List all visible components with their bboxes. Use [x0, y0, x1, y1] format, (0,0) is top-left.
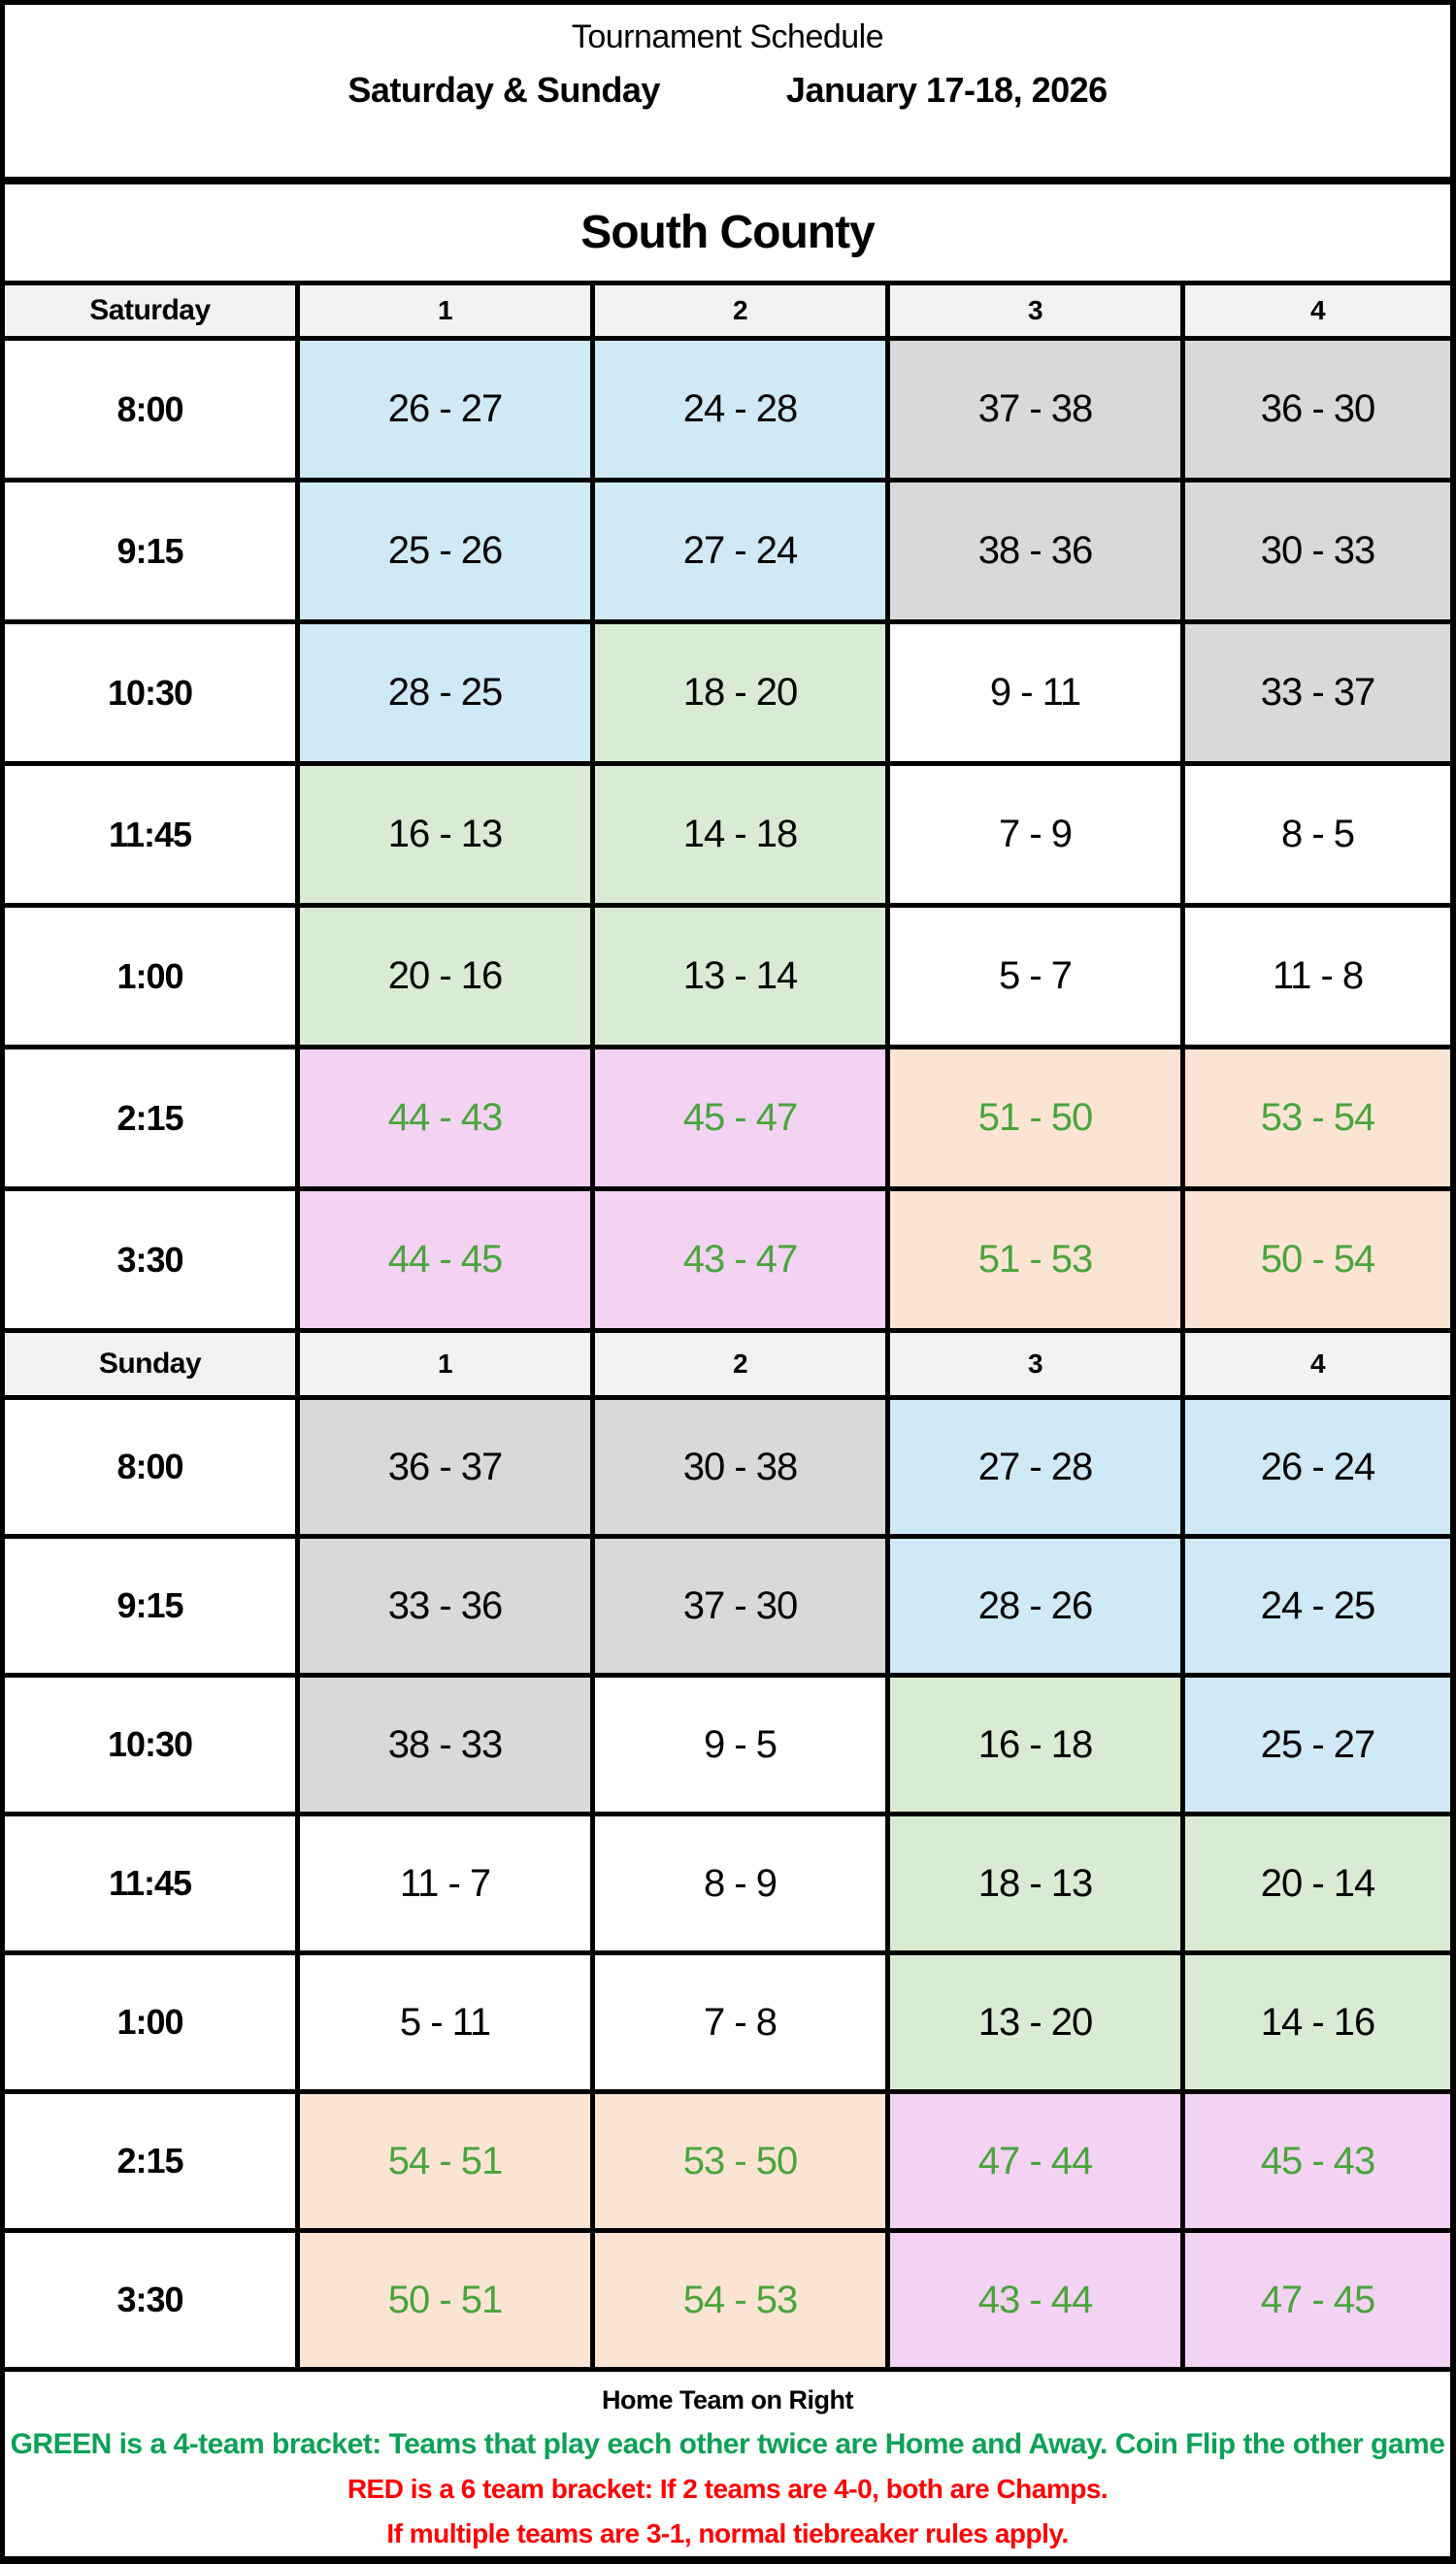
- schedule-row: [5, 483, 1450, 624]
- time-label: 8:00: [5, 1400, 300, 1534]
- time-label: 9:15: [5, 483, 300, 619]
- time-label: 10:30: [5, 624, 300, 761]
- matchup-cell: 13 - 20: [890, 1955, 1185, 2089]
- matchup-cell: 53 - 50: [595, 2094, 890, 2228]
- matchup-cell: 27 - 24: [595, 483, 890, 619]
- court-column-header: 2: [595, 1333, 890, 1395]
- schedule-row: [5, 1816, 1450, 1955]
- time-label: 8:00: [5, 341, 300, 478]
- matchup-cell: 37 - 38: [890, 341, 1185, 478]
- matchup-cell: 18 - 13: [890, 1816, 1185, 1950]
- matchup-cell: 45 - 47: [595, 1049, 890, 1186]
- schedule-table: [5, 285, 1450, 2372]
- matchup-cell: 13 - 14: [595, 908, 890, 1045]
- time-label: 3:30: [5, 1191, 300, 1328]
- matchup-cell: 20 - 16: [300, 908, 595, 1045]
- matchup-cell: 11 - 8: [1185, 908, 1450, 1045]
- matchup-cell: 51 - 53: [890, 1191, 1185, 1328]
- matchup-cell: 47 - 44: [890, 2094, 1185, 2228]
- matchup-cell: 38 - 33: [300, 1678, 595, 1812]
- schedule-row: [5, 1400, 1450, 1539]
- time-label: 3:30: [5, 2233, 300, 2367]
- day-label-sunday: Sunday: [5, 1333, 300, 1395]
- footer-home-team-note: Home Team on Right: [601, 2384, 853, 2414]
- matchup-cell: 28 - 25: [300, 624, 595, 761]
- schedule-row: [5, 2094, 1450, 2233]
- matchup-cell: 27 - 28: [890, 1400, 1185, 1534]
- court-column-header: 4: [1185, 285, 1450, 336]
- matchup-cell: 33 - 36: [300, 1539, 595, 1673]
- matchup-cell: 8 - 9: [595, 1816, 890, 1950]
- matchup-cell: 14 - 18: [595, 766, 890, 903]
- matchup-cell: 26 - 27: [300, 341, 595, 478]
- matchup-cell: 33 - 37: [1185, 624, 1450, 761]
- matchup-cell: 50 - 51: [300, 2233, 595, 2367]
- court-column-header: 2: [595, 285, 890, 336]
- matchup-cell: 9 - 11: [890, 624, 1185, 761]
- matchup-cell: 44 - 43: [300, 1049, 595, 1186]
- time-label: 11:45: [5, 1816, 300, 1950]
- matchup-cell: 30 - 38: [595, 1400, 890, 1534]
- matchup-cell: 5 - 7: [890, 908, 1185, 1045]
- time-label: 1:00: [5, 1955, 300, 2089]
- matchup-cell: 14 - 16: [1185, 1955, 1450, 2089]
- court-column-header: 3: [890, 285, 1185, 336]
- matchup-cell: 11 - 7: [300, 1816, 595, 1950]
- matchup-cell: 24 - 25: [1185, 1539, 1450, 1673]
- footer: [5, 2372, 1450, 2556]
- footer-tiebreaker-rule: If multiple teams are 3-1, normal tiebreaker rules apply.: [386, 2518, 1069, 2548]
- subtitle: [5, 70, 1450, 111]
- matchup-cell: 18 - 20: [595, 624, 890, 761]
- matchup-cell: 5 - 11: [300, 1955, 595, 2089]
- time-label: 9:15: [5, 1539, 300, 1673]
- court-column-header: 1: [300, 1333, 595, 1395]
- matchup-cell: 51 - 50: [890, 1049, 1185, 1186]
- subtitle-days: Saturday & Sunday: [347, 70, 660, 110]
- matchup-cell: 53 - 54: [1185, 1049, 1450, 1186]
- footer-green-bracket-rule-text: GREEN is a 4-team bracket: Teams that play each other twice are Home and Away. Coin Flip the other game: [10, 2428, 1445, 2460]
- matchup-cell: 8 - 5: [1185, 766, 1450, 903]
- title-box: [5, 5, 1450, 184]
- court-column-header: 1: [300, 285, 595, 336]
- matchup-cell: 7 - 9: [890, 766, 1185, 903]
- matchup-cell: 26 - 24: [1185, 1400, 1450, 1534]
- schedule-row: [5, 1678, 1450, 1816]
- schedule-row: [5, 908, 1450, 1049]
- footer-green-bracket-rule: [5, 2422, 1450, 2467]
- matchup-cell: 36 - 37: [300, 1400, 595, 1534]
- footer-red-bracket-rule: RED is a 6 team bracket: If 2 teams are 4-0, both are Champs.: [347, 2474, 1109, 2504]
- schedule-row: [5, 1049, 1450, 1191]
- matchup-cell: 7 - 8: [595, 1955, 890, 2089]
- time-label: 2:15: [5, 1049, 300, 1186]
- schedule-row: [5, 1539, 1450, 1678]
- matchup-cell: 50 - 54: [1185, 1191, 1450, 1328]
- matchup-cell: 25 - 26: [300, 483, 595, 619]
- time-label: 11:45: [5, 766, 300, 903]
- matchup-cell: 43 - 44: [890, 2233, 1185, 2367]
- time-label: 2:15: [5, 2094, 300, 2228]
- matchup-cell: 45 - 43: [1185, 2094, 1450, 2228]
- subtitle-dates: January 17-18, 2026: [785, 70, 1108, 110]
- matchup-cell: 54 - 51: [300, 2094, 595, 2228]
- schedule-row: [5, 766, 1450, 908]
- matchup-cell: 44 - 45: [300, 1191, 595, 1328]
- matchup-cell: 24 - 28: [595, 341, 890, 478]
- matchup-cell: 30 - 33: [1185, 483, 1450, 619]
- schedule-row: [5, 624, 1450, 766]
- matchup-cell: 28 - 26: [890, 1539, 1185, 1673]
- time-label: 10:30: [5, 1678, 300, 1812]
- matchup-cell: 25 - 27: [1185, 1678, 1450, 1812]
- day-label-saturday: Saturday: [5, 285, 300, 336]
- court-column-header: 3: [890, 1333, 1185, 1395]
- day-header-row-sunday: [5, 1333, 1450, 1400]
- schedule-row: [5, 1955, 1450, 2094]
- schedule-row: [5, 1191, 1450, 1333]
- matchup-cell: 54 - 53: [595, 2233, 890, 2367]
- matchup-cell: 9 - 5: [595, 1678, 890, 1812]
- matchup-cell: 38 - 36: [890, 483, 1185, 619]
- matchup-cell: 20 - 14: [1185, 1816, 1450, 1950]
- schedule-row: [5, 2233, 1450, 2372]
- matchup-cell: 16 - 18: [890, 1678, 1185, 1812]
- matchup-cell: 16 - 13: [300, 766, 595, 903]
- matchup-cell: 43 - 47: [595, 1191, 890, 1328]
- matchup-cell: 47 - 45: [1185, 2233, 1450, 2367]
- location-title: South County: [5, 184, 1450, 285]
- time-label: 1:00: [5, 908, 300, 1045]
- court-column-header: 4: [1185, 1333, 1450, 1395]
- matchup-cell: 36 - 30: [1185, 341, 1450, 478]
- page-title: Tournament Schedule: [571, 18, 884, 55]
- schedule-row: [5, 341, 1450, 483]
- day-header-row-saturday: [5, 285, 1450, 341]
- matchup-cell: 37 - 30: [595, 1539, 890, 1673]
